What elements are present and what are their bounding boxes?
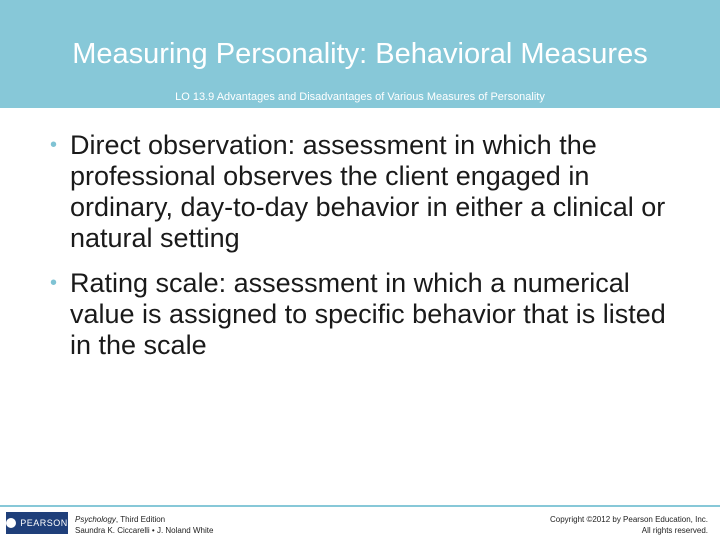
bullet-item-direct-observation <box>50 130 690 254</box>
bullet-dot-icon: • <box>50 272 58 294</box>
bullet-text: Direct observation: assessment in which the professional observes the client engaged in ordinary, day-to-day behavior in either a clinical or natural setting <box>70 130 666 253</box>
copyright-line-2: All rights reserved. <box>641 526 708 535</box>
copyright-line-1: Copyright ©2012 by Pearson Education, Inc. <box>550 515 708 524</box>
slide-title: Measuring Personality: Behavioral Measures <box>72 38 648 70</box>
title-banner <box>0 0 720 108</box>
learning-objective: LO 13.9 Advantages and Disadvantages of Various Measures of Personality <box>175 91 545 103</box>
bullet-list <box>50 130 690 375</box>
pearson-logo-icon <box>6 518 16 528</box>
copyright-notice <box>550 514 708 536</box>
book-edition: , Third Edition <box>115 515 166 524</box>
pearson-logo <box>6 512 68 534</box>
book-title: Psychology <box>75 515 116 524</box>
book-citation <box>75 514 213 536</box>
bullet-text: Rating scale: assessment in which a numerical value is assigned to specific behavior that is listed in the scale <box>70 268 666 360</box>
logo-text: PEARSON <box>20 518 68 528</box>
book-authors: Saundra K. Ciccarelli • J. Noland White <box>75 526 214 535</box>
footer-divider <box>0 505 720 507</box>
bullet-item-rating-scale <box>50 268 690 361</box>
bullet-dot-icon: • <box>50 134 58 156</box>
